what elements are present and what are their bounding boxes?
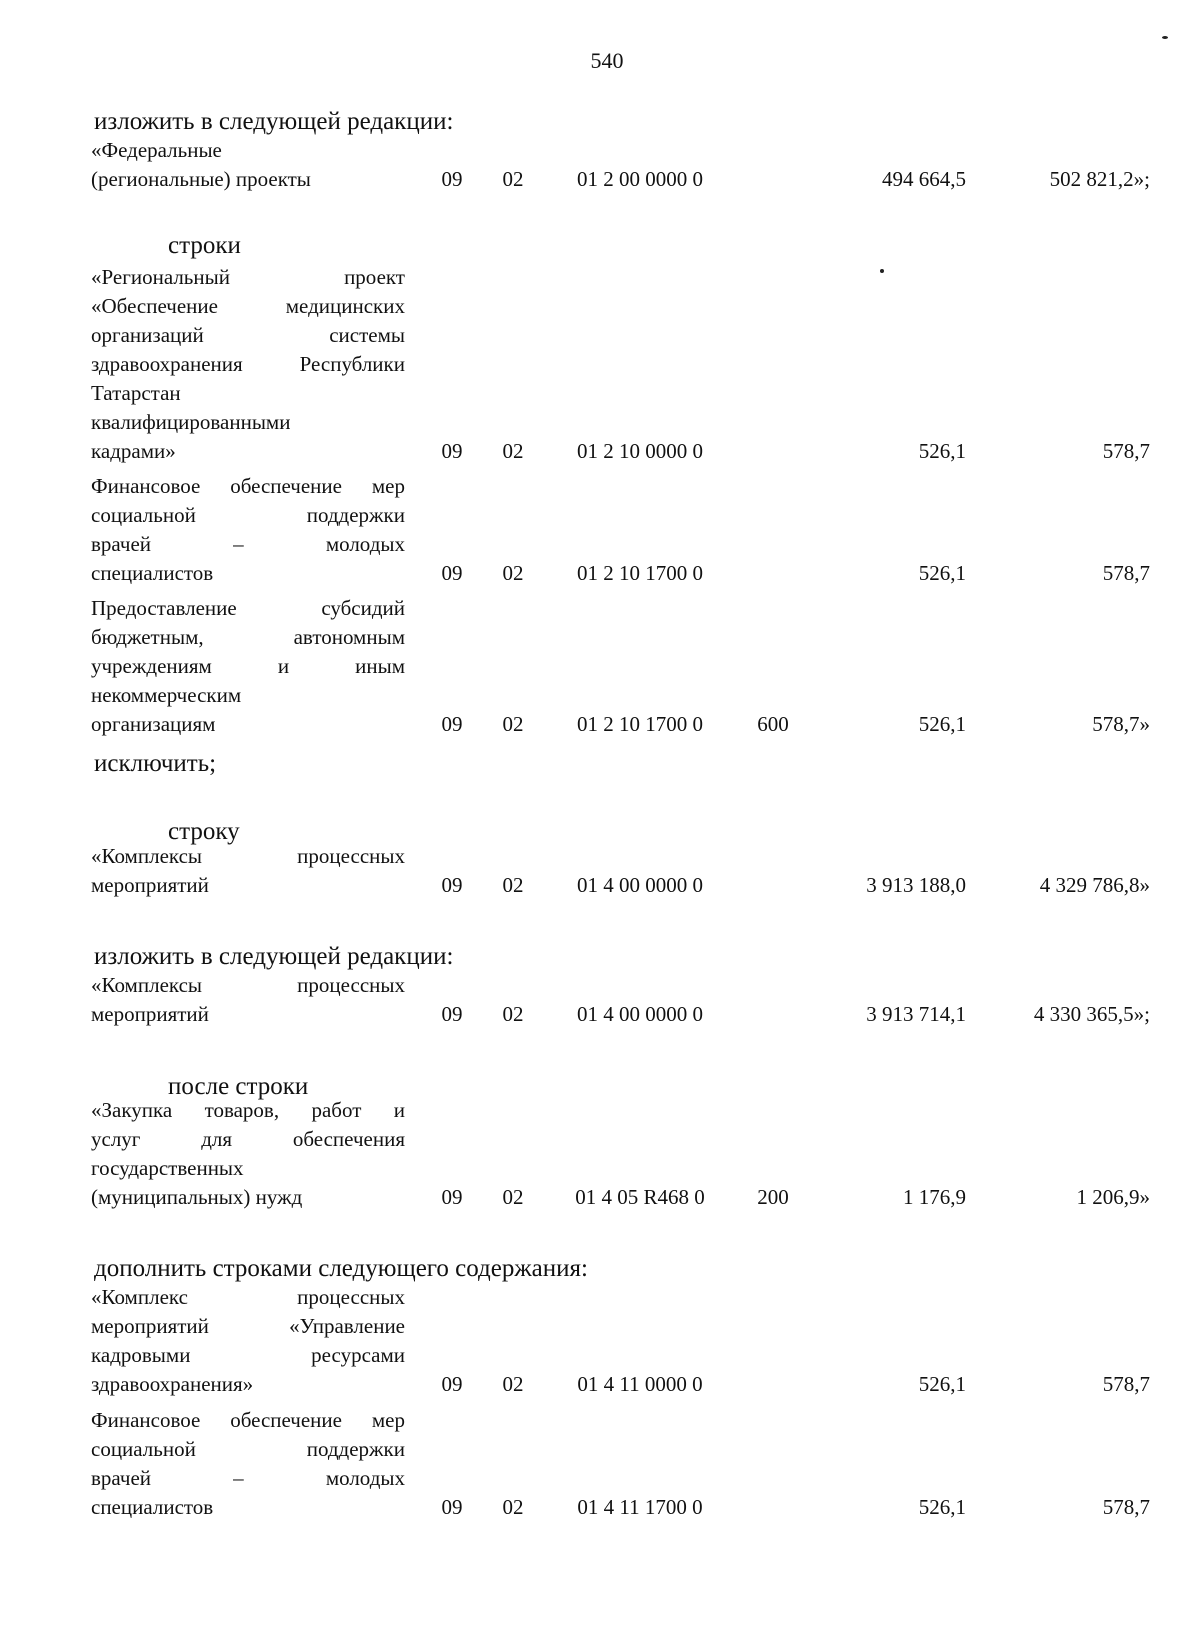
section-code: 09 [441,873,463,897]
row-name-line: услуг для обеспечения [91,1127,405,1151]
amount-year-1: 526,1 [918,439,966,463]
row-name-line: «Закупка товаров, работ и [91,1098,405,1122]
row-name-line: некоммерческим [91,683,242,707]
row-name-line: (муниципальных) нужд [91,1185,303,1209]
amount-year-2: 1 206,9» [1076,1185,1150,1209]
subsection-code: 02 [502,712,524,736]
instruction-heading: изложить в следующей редакции: [94,943,454,970]
row-name-line: квалифицированными [91,410,291,434]
row-name-line: мероприятий «Управление [91,1314,405,1338]
row-name-line: «Комплекс процессных [91,1285,405,1309]
page-number: 540 [590,48,624,73]
row-name-line: здравоохранения» [91,1372,254,1396]
row-name-line: специалистов [91,1495,214,1519]
row-name-line: социальной поддержки [91,1437,405,1461]
amount-year-1: 526,1 [918,712,966,736]
instruction-heading: строку [168,818,240,845]
amount-year-2: 4 329 786,8» [1039,873,1150,897]
section-code: 09 [441,561,463,585]
amount-year-2: 578,7» [1092,712,1150,736]
amount-year-1: 526,1 [918,561,966,585]
row-name-line: мероприятий [91,1002,209,1026]
amount-year-1: 526,1 [918,1372,966,1396]
row-name-line: государственных [91,1156,244,1180]
target-article-code: 01 2 10 1700 0 [577,712,703,736]
amount-year-2: 578,7 [1102,1495,1150,1519]
subsection-code: 02 [502,167,524,191]
row-name-line: кадрами» [91,439,176,463]
target-article-code: 01 4 11 0000 0 [577,1372,703,1396]
subsection-code: 02 [502,439,524,463]
instruction-heading: после строки [168,1073,309,1100]
section-code: 09 [441,1185,463,1209]
row-name-line: врачей – молодых [91,532,405,556]
target-article-code: 01 4 11 1700 0 [577,1495,703,1519]
scan-speck [1162,36,1168,39]
subsection-code: 02 [502,561,524,585]
row-name-line: «Комплексы процессных [91,973,405,997]
row-name-line: организациям [91,712,216,736]
section-code: 09 [441,439,463,463]
row-name-line: Финансовое обеспечение мер [91,1408,405,1432]
row-name-line: «Комплексы процессных [91,844,405,868]
subsection-code: 02 [502,1002,524,1026]
row-name-line: Татарстан [91,381,181,405]
subsection-code: 02 [502,1185,524,1209]
row-name [91,1406,405,1522]
scan-speck [880,269,884,273]
row-name-line: Финансовое обеспечение мер [91,474,405,498]
target-article-code: 01 2 10 0000 0 [577,439,703,463]
expense-type-code: 200 [757,1185,789,1209]
row-name-line: мероприятий [91,873,209,897]
target-article-code: 01 2 00 0000 0 [577,167,703,191]
instruction-heading: строки [168,232,241,259]
section-code: 09 [441,1495,463,1519]
instruction-heading: дополнить строками следующего содержания: [94,1255,588,1282]
section-code: 09 [441,1372,463,1396]
subsection-code: 02 [502,873,524,897]
amount-year-2: 578,7 [1102,561,1150,585]
expense-type-code: 600 [757,712,789,736]
subsection-code: 02 [502,1372,524,1396]
subsection-code: 02 [502,1495,524,1519]
amount-year-1: 526,1 [918,1495,966,1519]
row-name-line: организаций системы [91,323,405,347]
row-name-line: «Региональный проект [91,265,405,289]
instruction-heading: исключить; [94,750,217,777]
target-article-code: 01 4 00 0000 0 [577,873,703,897]
row-name-line: «Обеспечение медицинских [91,294,405,318]
section-code: 09 [441,167,463,191]
amount-year-1: 494 664,5 [882,167,966,191]
target-article-code: 01 4 00 0000 0 [577,1002,703,1026]
row-name-line: «Федеральные [91,138,222,162]
amount-year-2: 4 330 365,5»; [1033,1002,1150,1026]
amount-year-2: 578,7 [1102,1372,1150,1396]
row-name-line: социальной поддержки [91,503,405,527]
row-name-line: (региональные) проекты [91,167,311,191]
row-name-line: учреждениям и иным [91,654,405,678]
row-name-line: Предоставление субсидий [91,596,405,620]
row-name-line: кадровыми ресурсами [91,1343,405,1367]
section-code: 09 [441,1002,463,1026]
amount-year-1: 3 913 714,1 [866,1002,966,1026]
instruction-heading: изложить в следующей редакции: [94,108,454,135]
row-name-line: здравоохранения Республики [91,352,405,376]
target-article-code: 01 4 05 R468 0 [575,1185,705,1209]
row-name-line: бюджетным, автономным [91,625,405,649]
amount-year-2: 578,7 [1102,439,1150,463]
section-code: 09 [441,712,463,736]
amount-year-2: 502 821,2»; [1049,167,1150,191]
amount-year-1: 3 913 188,0 [866,873,966,897]
row-name-line: врачей – молодых [91,1466,405,1490]
amount-year-1: 1 176,9 [903,1185,966,1209]
row-name-line: специалистов [91,561,214,585]
target-article-code: 01 2 10 1700 0 [577,561,703,585]
